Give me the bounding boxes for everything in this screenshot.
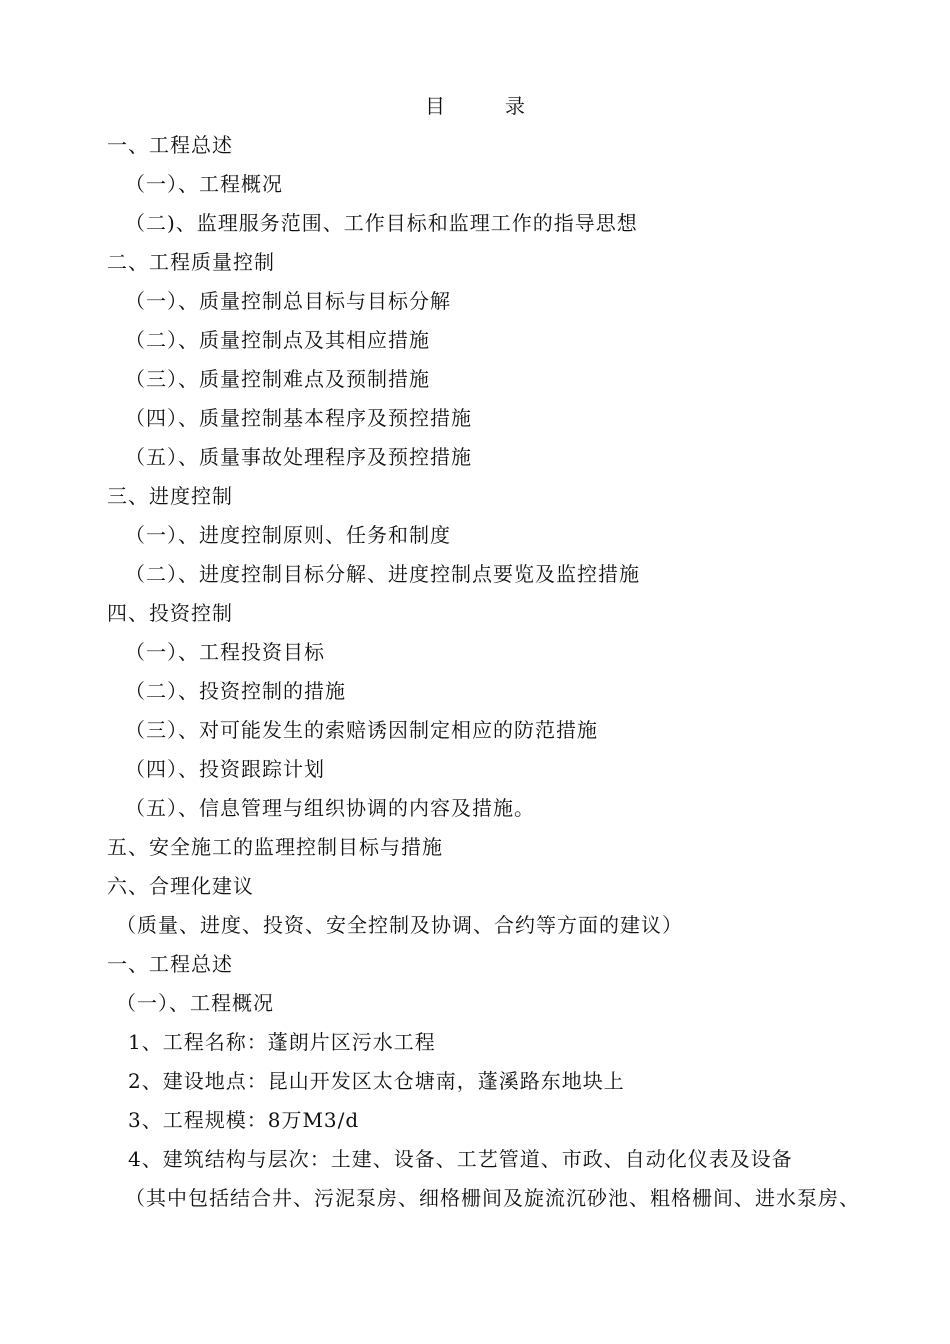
toc-item: 二、工程质量控制 [107, 250, 275, 274]
toc-item: （一）、工程概况 [125, 172, 283, 196]
toc-item: （二）、进度控制目标分解、进度控制点要览及监控措施 [125, 562, 640, 586]
toc-item: 三、进度控制 [107, 484, 233, 508]
toc-item: （五）、质量事故处理程序及预控措施 [125, 445, 472, 469]
toc-item: （一）、工程投资目标 [125, 640, 325, 664]
toc-title-left: 目 [425, 94, 445, 118]
body-continuation: （其中包括结合井、污泥泵房、细格栅间及旋流沉砂池、粗格栅间、进水泵房、 [125, 1186, 860, 1210]
toc-item: 五、安全施工的监理控制目标与措施 [107, 835, 443, 859]
toc-item: （四）、投资跟踪计划 [125, 757, 325, 781]
body-item: 1、工程名称：蓬朗片区污水工程 [128, 1030, 436, 1054]
toc-title [0, 94, 950, 118]
body-item: 4、建筑结构与层次：土建、设备、工艺管道、市政、自动化仪表及设备 [128, 1147, 793, 1171]
toc-item: （一）、进度控制原则、任务和制度 [125, 523, 451, 547]
toc-item: （三）、质量控制难点及预制措施 [125, 367, 430, 391]
toc-item: （五）、信息管理与组织协调的内容及措施。 [125, 796, 535, 820]
toc-item: （四）、质量控制基本程序及预控措施 [125, 406, 472, 430]
toc-item: 六、合理化建议 [107, 874, 254, 898]
toc-item: （二）、质量控制点及其相应措施 [125, 328, 430, 352]
toc-item: （二）、投资控制的措施 [125, 679, 346, 703]
toc-item: （质量、进度、投资、安全控制及协调、合约等方面的建议） [116, 913, 683, 937]
body-item: 3、工程规模：8万M3/d [128, 1108, 360, 1132]
toc-item: （三）、对可能发生的索赔诱因制定相应的防范措施 [125, 718, 598, 742]
section-heading: 一、工程总述 [107, 952, 233, 976]
toc-item: （一）、质量控制总目标与目标分解 [125, 289, 451, 313]
toc-item: （二)、监理服务范围、工作目标和监理工作的指导思想 [125, 211, 638, 235]
toc-item: 四、投资控制 [107, 601, 233, 625]
subsection-heading: （一）、工程概况 [116, 991, 274, 1015]
toc-item: 一、工程总述 [107, 133, 233, 157]
body-item: 2、建设地点：昆山开发区太仓塘南，蓬溪路东地块上 [128, 1069, 625, 1093]
toc-title-right: 录 [505, 94, 525, 118]
